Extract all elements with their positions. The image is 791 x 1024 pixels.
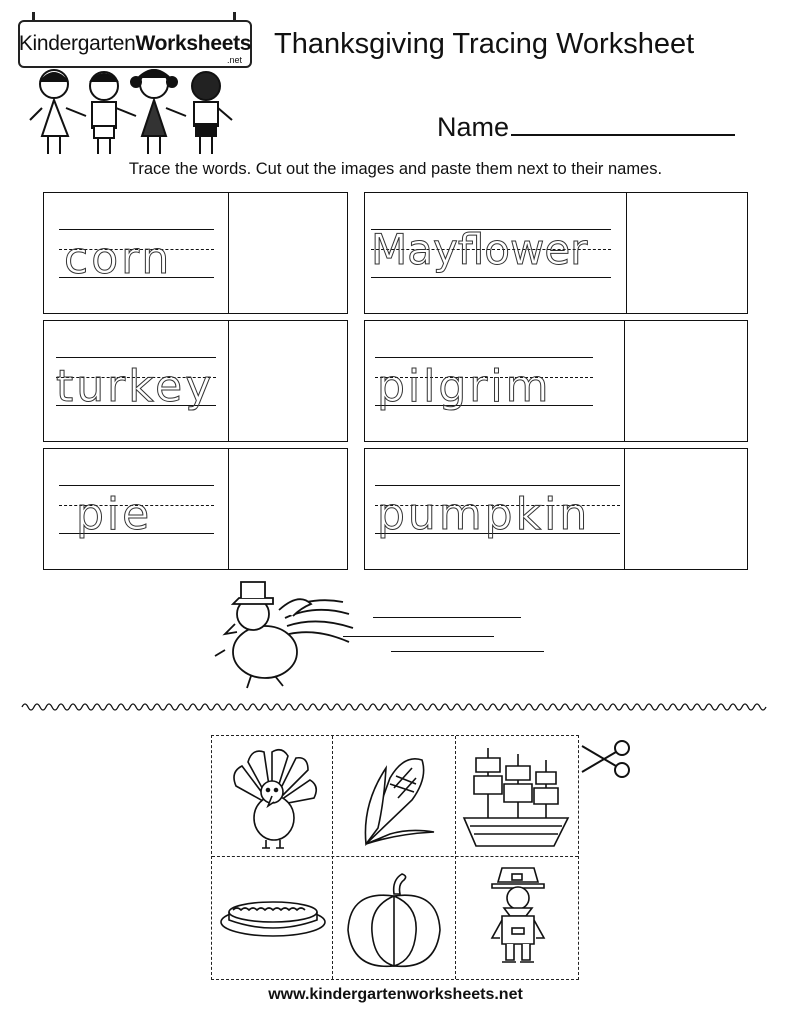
trace-word-pilgrim: pilgrim [377,361,552,412]
logo-net: .net [226,55,242,65]
word-box-pie [43,448,348,570]
site-logo [18,20,252,68]
pilgrim-image[interactable] [482,864,554,972]
paste-area-mayflower[interactable] [628,193,747,313]
cut-line-divider [22,700,768,714]
mayflower-ship-image[interactable] [460,744,572,852]
writing-line-1[interactable] [373,617,521,618]
word-box-corn [43,192,348,314]
cutout-grid [211,735,579,980]
page-title: Thanksgiving Tracing Worksheet [274,28,695,60]
paste-area-corn[interactable] [230,193,347,313]
paste-area-pumpkin[interactable] [626,449,747,569]
word-box-mayflower [364,192,748,314]
trace-word-pie: pie [76,489,153,540]
word-box-pilgrim [364,320,748,442]
pie-image[interactable] [218,888,328,948]
kids-holding-hands-illustration [26,64,246,160]
pumpkin-image[interactable] [342,868,448,972]
corn-image[interactable] [344,748,444,848]
pilgrim-turkey-illustration [205,570,375,695]
trace-word-turkey: turkey [56,361,215,412]
turkey-image[interactable] [222,746,322,850]
writing-line-2[interactable] [343,636,494,637]
name-field[interactable] [437,112,735,143]
paste-area-turkey[interactable] [230,321,347,441]
trace-word-corn: corn [64,233,173,284]
word-box-turkey [43,320,348,442]
word-box-pumpkin [364,448,748,570]
trace-word-mayflower: Mayflower [371,225,588,274]
trace-word-pumpkin: pumpkin [377,489,591,540]
paste-area-pie[interactable] [230,449,347,569]
writing-line-3[interactable] [391,651,544,652]
paste-area-pilgrim[interactable] [626,321,747,441]
instructions: Trace the words. Cut out the images and paste them next to their names. [128,160,663,178]
name-write-line[interactable] [511,112,735,136]
footer-url[interactable]: www.kindergartenworksheets.net [268,986,523,1003]
logo-text: KindergartenWorksheets [18,32,252,55]
scissors-icon [578,738,634,780]
name-label: Name [437,112,510,142]
